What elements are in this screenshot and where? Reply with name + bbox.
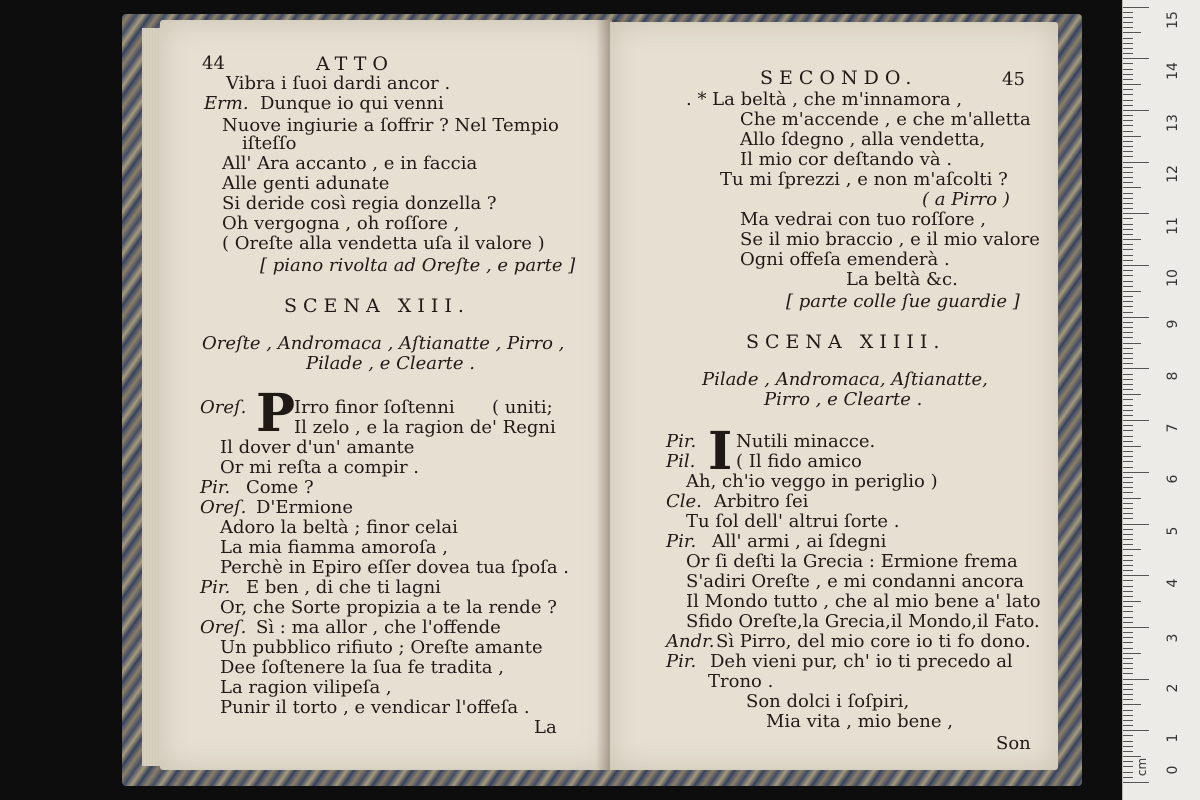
ruler-tick (1123, 467, 1133, 468)
ruler-tick (1123, 730, 1149, 731)
ruler-tick (1123, 570, 1133, 571)
ruler-tick (1123, 244, 1133, 245)
ruler-number: 11 (1165, 217, 1181, 235)
scene-heading: SCENA XIII. (284, 295, 470, 317)
ruler-tick (1123, 265, 1149, 266)
text-line: Tu mi ſprezzi , e non m'aſcolti ? (720, 169, 1008, 190)
text-line: Nuove ingiurie a ſoffrir ? Nel Tempio (222, 115, 559, 136)
text-line: Or, che Sorte propizia a te la rende ? (220, 597, 557, 618)
ruler-number: 3 (1165, 633, 1181, 643)
ruler-tick (1123, 472, 1149, 473)
ruler-tick (1123, 146, 1133, 147)
speaker-label: Pir. (666, 431, 697, 452)
ruler-tick (1123, 772, 1133, 773)
characters-line: Pilade , e Clearte . (306, 353, 475, 374)
ruler-tick (1123, 446, 1141, 447)
ruler-tick (1123, 642, 1133, 643)
ruler-tick (1123, 399, 1133, 400)
page-number: 44 (202, 53, 225, 74)
ruler-number: 4 (1165, 578, 1181, 588)
ruler-tick (1123, 477, 1133, 478)
ruler-tick (1123, 586, 1133, 587)
ruler-tick (1123, 513, 1133, 514)
ruler-tick (1123, 503, 1133, 504)
characters-line: Oreſte , Andromaca , Aſtianatte , Pirro , (202, 333, 565, 354)
ruler-tick (1123, 632, 1133, 633)
ruler-tick (1123, 291, 1141, 292)
text-line: La ragion vilipeſa , (220, 677, 392, 698)
characters-line: Pirro , e Clearte . (764, 389, 923, 410)
ruler-tick (1123, 627, 1149, 628)
ruler-tick (1123, 337, 1133, 338)
measurement-ruler (1122, 0, 1200, 800)
ruler-tick (1123, 420, 1149, 421)
ruler-tick (1123, 663, 1133, 664)
ruler-tick (1123, 100, 1133, 101)
ruler-tick (1123, 725, 1133, 726)
ruler-tick (1123, 482, 1133, 483)
ruler-tick (1123, 353, 1133, 354)
running-head: ATTO (316, 53, 394, 75)
text-line: Ah, ch'io veggo in periglio ) (686, 471, 938, 492)
ruler-tick (1123, 69, 1133, 70)
text-line: Come ? (246, 477, 314, 498)
ruler-tick (1123, 529, 1133, 530)
ruler-tick (1123, 565, 1133, 566)
text-line: Sì Pirro, del mio core io ti fo dono. (716, 631, 1031, 652)
text-line: Se il mio braccio , e il mio valore (740, 229, 1040, 250)
ruler-tick (1123, 555, 1133, 556)
stage-direction: ( a Pirro ) (922, 189, 1010, 210)
ruler-tick (1123, 735, 1133, 736)
text-line: D'Ermione (256, 497, 354, 518)
ruler-tick (1123, 441, 1133, 442)
ruler-tick (1123, 327, 1133, 328)
ruler-tick (1123, 384, 1133, 385)
ruler-tick (1123, 524, 1149, 525)
ruler-unit: cm (1135, 757, 1150, 777)
ruler-number: 7 (1165, 423, 1181, 433)
text-line: Il mio cor deſtando và . (740, 149, 953, 170)
stage-direction: [ parte colle ſue guardie ] (786, 291, 1020, 312)
speaker-label: Erm. (204, 93, 249, 114)
text-line: Or ſi deſti la Grecia : Ermione frema (686, 551, 1018, 572)
speaker-label: Andr. (666, 631, 715, 652)
speaker-label: Oreſ. (200, 497, 247, 518)
ruler-tick (1123, 286, 1133, 287)
text-line: Perchè in Epiro eſſer dovea tua ſpoſa . (220, 557, 569, 578)
text-line: iſteſſo (242, 133, 297, 154)
ruler-tick (1123, 198, 1133, 199)
text-line: Deh vieni pur, ch' io ti precedo al (710, 651, 1013, 672)
ruler-tick (1123, 575, 1149, 576)
text-line: Sì : ma allor , che l'offende (256, 617, 501, 638)
ruler-tick (1123, 38, 1133, 39)
ruler-tick (1123, 296, 1133, 297)
ruler-tick (1123, 606, 1133, 607)
ruler-tick (1123, 234, 1133, 235)
speaker-label: Pir. (200, 577, 231, 598)
ruler-tick (1123, 746, 1133, 747)
ruler-tick (1123, 120, 1133, 121)
ruler-tick (1123, 534, 1133, 535)
ruler-tick (1123, 281, 1133, 282)
ruler-tick (1123, 218, 1133, 219)
ruler-tick (1123, 358, 1133, 359)
ruler-number: 8 (1165, 371, 1181, 381)
ruler-tick (1123, 648, 1133, 649)
ruler-tick (1123, 761, 1133, 762)
ruler-tick (1123, 379, 1133, 380)
ruler-tick (1123, 622, 1133, 623)
catchword: La (534, 717, 557, 738)
ruler-tick (1123, 260, 1133, 261)
ruler-tick (1123, 596, 1133, 597)
ruler-tick (1123, 549, 1141, 550)
ruler-tick (1123, 208, 1133, 209)
text-line: Punir il torto , e vendicar l'offeſa . (220, 697, 530, 718)
speaker-label: Pir. (666, 651, 697, 672)
page-number: 45 (1002, 69, 1025, 90)
ruler-tick (1123, 193, 1133, 194)
ruler-tick (1123, 720, 1133, 721)
text-line: Mia vita , mio bene , (766, 711, 953, 732)
ruler-tick (1123, 43, 1133, 44)
ruler-tick (1123, 580, 1133, 581)
ruler-tick (1123, 249, 1133, 250)
ruler-tick (1123, 136, 1141, 137)
text-line: Adoro la beltà ; finor celai (220, 517, 458, 538)
ruler-tick (1123, 710, 1133, 711)
ruler-tick (1123, 560, 1133, 561)
ruler-tick (1123, 658, 1133, 659)
ruler-tick (1123, 777, 1133, 778)
ruler-tick (1123, 53, 1133, 54)
ruler-tick (1123, 224, 1133, 225)
ruler-tick (1123, 741, 1133, 742)
ruler-number: 0 (1165, 765, 1181, 775)
ruler-tick (1123, 213, 1149, 214)
ruler-tick (1123, 74, 1133, 75)
ruler-number: 12 (1165, 165, 1181, 183)
ruler-tick (1123, 322, 1133, 323)
ruler-tick (1123, 679, 1149, 680)
stage-direction: [ piano rivolta ad Oreſte , e parte ] (260, 255, 576, 276)
ruler-tick (1123, 275, 1133, 276)
ruler-tick (1123, 436, 1133, 437)
ruler-tick (1123, 699, 1133, 700)
ruler-tick (1123, 79, 1133, 80)
ruler-tick (1123, 58, 1149, 59)
ruler-tick (1123, 317, 1149, 318)
text-line: La mia fiamma amoroſa , (220, 537, 448, 558)
text-line: All' Ara accanto , e in faccia (222, 153, 478, 174)
ruler-tick (1123, 673, 1133, 674)
ruler-number: 15 (1165, 11, 1181, 29)
text-line: Il zelo , e la ragion de' Regni (294, 417, 556, 438)
ruler-number: 13 (1165, 114, 1181, 132)
text-line: Arbitro ſei (714, 491, 809, 512)
ruler-number: 2 (1165, 683, 1181, 693)
ruler-tick (1123, 405, 1133, 406)
text-line: ( uniti; (492, 397, 553, 418)
characters-line: Pilade , Andromaca, Aſtianatte, (702, 369, 988, 390)
text-line: E ben , di che ti lagni (246, 577, 441, 598)
text-line: Trono . (708, 671, 774, 692)
ruler-tick (1123, 12, 1133, 13)
ruler-tick (1123, 48, 1133, 49)
ruler-tick (1123, 617, 1133, 618)
ruler-tick (1123, 312, 1133, 313)
speaker-label: Pir. (200, 477, 231, 498)
ruler-tick (1123, 539, 1133, 540)
text-line: Che m'accende , e che m'alletta (740, 109, 1031, 130)
ruler-number: 10 (1165, 269, 1181, 287)
drop-cap: I (708, 421, 733, 482)
ruler-tick (1123, 156, 1133, 157)
ruler-tick (1123, 332, 1133, 333)
text-line: Dunque io qui venni (260, 93, 444, 114)
ruler-tick (1123, 694, 1133, 695)
ruler-tick (1123, 203, 1133, 204)
text-line: Il dover d'un' amante (220, 437, 415, 458)
ruler-tick (1123, 115, 1133, 116)
text-line: Nutili minacce. (736, 431, 876, 452)
text-line: Son dolci i ſoſpiri, (746, 691, 910, 712)
text-line: Si deride così regia donzella ? (222, 193, 497, 214)
ruler-tick (1123, 255, 1133, 256)
ruler-tick (1123, 389, 1133, 390)
ruler-tick (1123, 498, 1141, 499)
text-line: ( Oreſte alla vendetta uſa il valore ) (222, 233, 545, 254)
scene-heading: SCENA XIIII. (746, 331, 946, 353)
ruler-tick (1123, 182, 1133, 183)
right-page (610, 22, 1058, 770)
ruler-tick (1123, 461, 1133, 462)
ruler-tick (1123, 125, 1133, 126)
ruler-tick (1123, 63, 1133, 64)
ruler-number: 6 (1165, 474, 1181, 484)
text-line: Irro finor ſoſtenni (294, 397, 455, 418)
left-page (160, 20, 612, 770)
ruler-tick (1123, 141, 1133, 142)
ruler-tick (1123, 343, 1141, 344)
ruler-number: 5 (1165, 526, 1181, 536)
ruler-tick (1123, 430, 1133, 431)
ruler-tick (1123, 89, 1133, 90)
ruler-tick (1123, 131, 1133, 132)
ruler-tick (1123, 544, 1133, 545)
text-line: Allo ſdegno , alla vendetta, (740, 129, 986, 150)
running-head: SECONDO. (760, 67, 918, 89)
ruler-tick (1123, 508, 1133, 509)
speaker-label: Pir. (666, 531, 697, 552)
ruler-tick (1123, 410, 1133, 411)
text-line: Il Mondo tutto , che al mio bene a' lato (686, 591, 1041, 612)
ruler-tick (1123, 94, 1133, 95)
text-line: Ma vedrai con tuo roſſore , (740, 209, 986, 230)
ruler-tick (1123, 84, 1141, 85)
ruler-tick (1123, 239, 1141, 240)
text-line: Or mi reſta a compir . (220, 457, 420, 478)
ruler-tick (1123, 689, 1133, 690)
text-line: Un pubblico rifiuto ; Oreſte amante (220, 637, 543, 658)
ruler-tick (1123, 782, 1149, 783)
text-line: Ogni offeſa emenderà . (740, 249, 950, 270)
ruler-tick (1123, 487, 1133, 488)
ruler-tick (1123, 105, 1133, 106)
speaker-label: Oreſ. (200, 397, 247, 418)
ruler-tick (1123, 415, 1133, 416)
ruler-tick (1123, 348, 1133, 349)
ruler-tick (1123, 456, 1133, 457)
speaker-label: Pil. (666, 451, 696, 472)
ruler-tick (1123, 187, 1141, 188)
ruler-tick (1123, 32, 1141, 33)
ruler-tick (1123, 684, 1133, 685)
ruler-tick (1123, 172, 1133, 173)
ruler-tick (1123, 451, 1133, 452)
ruler-tick (1123, 229, 1133, 230)
ruler-number: 1 (1165, 733, 1181, 743)
ruler-tick (1123, 110, 1149, 111)
ruler-tick (1123, 394, 1141, 395)
speaker-label: Cle. (666, 491, 702, 512)
ruler-tick (1123, 368, 1149, 369)
text-line: La beltà &c. (846, 269, 958, 290)
ruler-tick (1123, 301, 1133, 302)
ruler-tick (1123, 177, 1133, 178)
ruler-tick (1123, 374, 1133, 375)
text-line: Tu ſol dell' altrui ſorte . (686, 511, 900, 532)
text-line: Oh vergogna , oh roſſore , (222, 213, 460, 234)
ruler-tick (1123, 715, 1133, 716)
ruler-number: 9 (1165, 319, 1181, 329)
text-line: Dee ſoſtenere la ſua fe tradita , (220, 657, 504, 678)
text-line: Vibra i ſuoi dardi ancor . (226, 73, 451, 94)
text-line: Sfido Oreſte,la Grecia,il Mondo,il Fato. (686, 611, 1040, 632)
speaker-label: Oreſ. (200, 617, 247, 638)
ruler-tick (1123, 17, 1133, 18)
ruler-tick (1123, 306, 1133, 307)
text-line: . * La beltà , che m'innamora , (686, 89, 963, 110)
ruler-tick (1123, 601, 1141, 602)
ruler-tick (1123, 151, 1133, 152)
ruler-number: 14 (1165, 62, 1181, 80)
drop-cap: P (256, 383, 296, 444)
ruler-tick (1123, 270, 1133, 271)
ruler-tick (1123, 425, 1133, 426)
ruler-tick (1123, 653, 1141, 654)
ruler-tick (1123, 363, 1133, 364)
text-line: S'adiri Oreſte , e mi condanni ancora (686, 571, 1025, 592)
ruler-tick (1123, 637, 1133, 638)
ruler-tick (1123, 591, 1133, 592)
catchword: Son (996, 733, 1031, 754)
ruler-tick (1123, 751, 1133, 752)
ruler-tick (1123, 27, 1133, 28)
ruler-tick (1123, 668, 1133, 669)
text-line: Alle genti adunate (222, 173, 390, 194)
ruler-tick (1123, 492, 1133, 493)
ruler-tick (1123, 704, 1141, 705)
ruler-tick (1123, 22, 1133, 23)
ruler-tick (1123, 611, 1133, 612)
ruler-tick (1123, 766, 1133, 767)
text-line: ( Il fido amico (736, 451, 862, 472)
ruler-tick (1123, 167, 1133, 168)
ruler-tick (1123, 7, 1149, 8)
text-line: All' armi , ai ſdegni (712, 531, 887, 552)
ruler-tick (1123, 162, 1149, 163)
ruler-tick (1123, 518, 1133, 519)
